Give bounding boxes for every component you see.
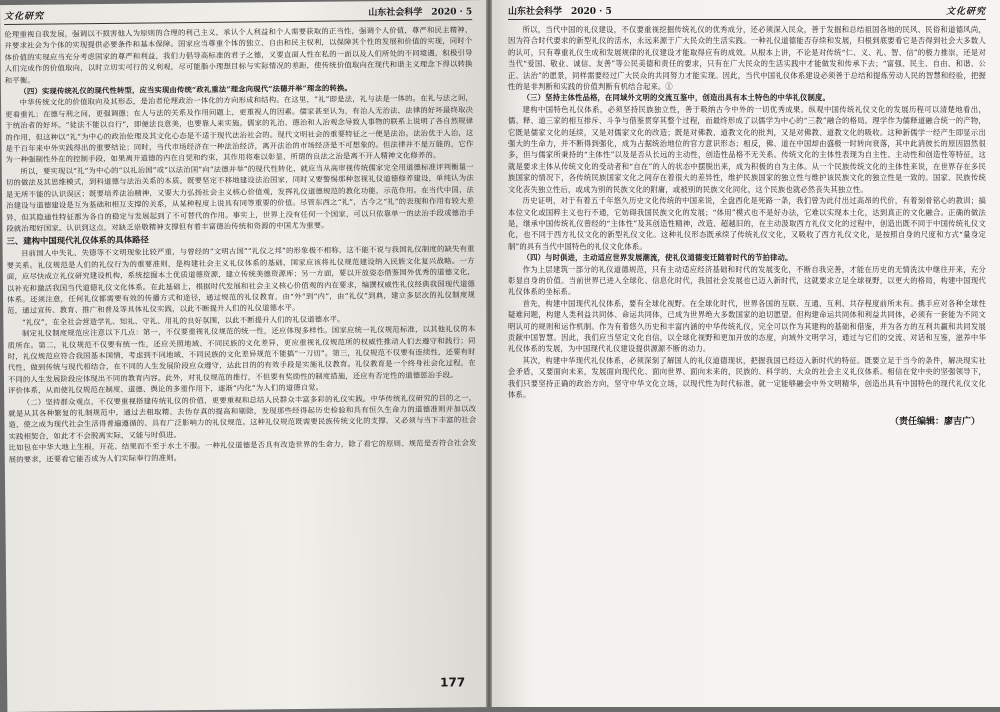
subheading: （四）实现传统礼仪的现代性转型，应当实现由传统“政礼重法”理念向现代“法德并举”理念的转换。 xyxy=(19,83,353,96)
paragraph: 中华传统文化的价值取向及其形态，是治者伦理政治一体化的方向形成和结构。在这里，“礼”即是法，礼与法是一体的。在礼与法之间，更看重礼；在德与刑之间，更强调德；在人与法的关系及作用问题上，更重视人的因素。儒家甚至认为，有治人无治法，法律的好坏最终取决于统治者的好坏。“徒法不能以自行”，即便法良意美，也要靠人来实施。儒家的礼治、德治和人治观念导致人事物的联系上说明了各自然规律的作用，但这种以“礼”为中心的政治伦理及其文化心态是不适于现代法治社会的。现代文明社会的重要特征之一便是法治。法治优于人治，这是千百年来中外实践得出的重要结论；同时，当代市场经济在一种法治经济，离开法治的市场经济是不可想象的。但法律并不是万能的，它作为一种强制性外在的控制手段，如果离开道德的内在自觉和约束，其作用将难以彰显，所谓的良法之治是离不开人精神文化修养的。 xyxy=(5,93,474,165)
paragraph: 伦理重视自我发展，强调以不损害他人为原则的合理的利己主义，承认个人利益和个人需要获取的正当性，强调个人价值，尊严和民主精神，并要求社会为个体的实现提供必要条件和基本保障。国家应当尊重个体的独立、自由和民主权利，以保障其个性的发展和价值的实现，同时个体价值的实现应当充分考虑国家的尊严和利益，我们力倡导高标准的君子之德，又要直面人性在私的一面以及人们所处的不同境遇，积极引导人们完成作的价值取向，以时立切实可行的义利观，尽可能脂小理想目标与实际情况的差距，使传统价值取向在现代和谐主义理念下得以转换和平衡。 xyxy=(4,25,473,85)
paragraph: （二）坚持群众观点，不仅要重视搭建传统礼仪的价值，更要重视和总结人民群众丰富多彩的礼仪实践。中华传统礼仪研究的目的之一，就是从其各种繁复的礼制规范中，通过去粗取精、去伪存真的提高和剔除，发现那些经得起历史检验和具有恒久生命力的道德准则并加以改造，使之成为现代社会生活得普遍遵循的、具有广泛影响力的礼仪规范。这种礼仪规范既需要民族传统文化的支撑，又必须与当下丰富的社会实践相契合，如此才不会脱离实际，又能与时俱进。 xyxy=(8,392,477,441)
paragraph: 所以，当代中国的礼仪建设，不仅要重视挖掘传统礼仪的优秀成分，还必须深入民众，善于发掘和总结祖国各地的民风、民俗和道德风尚，因为符合时代要求的新型礼仪的活水，永远来源于广大民众的生活实践。一种礼仪道德能否存续和发展，归根到底要看它是否得到社会大多数人的认可，只有尊重礼仪生成和发展规律的礼仪建设才能取得应有的成效。从根本上讲，不论是对传统“仁、义、礼、智、信”的极力推崇，还是对当代“爱国、敬业、诚信、友善”等公民美德和责任的要求，只有在广大民众的生活实践中才能做发和传承下去；“富强、民主、自由、和谐、公正、法治”的愿景，同样需要经过广大民众的共同努力才能实现。因此，当代中国礼仪体系建设必须善于总结和提炼劳动人民的智慧和经验，把握性的是非判断和实践的价值判断有机结合起来。① xyxy=(508,25,986,92)
paragraph: 历史证明，对于有着五千年悠久历史文化传统的中国来说，全盘西化是死路一条，我们曾为此付出过高昂的代价，有着刻骨铭心的教训；搞本位文化或国粹主义也行不通，它妨碍我国民族文化的发展；“体用”模式也不是好办法，它难以实现本土化，达到真正的文化融合。正确的做法是，继承中国传统礼仪曾经的“主体性”及其创造性精神，改造、超越旧的，在主动汲取西方礼仪文化的过程中，创造出既不同于中国传统礼仪文化，也不同于西方礼仪文化的新型礼仪文化。这种礼仪形态既承续了传统礼仪文化，又吸收了西方礼仪文化，是按照自身的尺度和方式“量身定制”的具有当代中国特色的礼仪文化体系。 xyxy=(508,196,986,251)
paragraph: 所以，要实现以“礼”为中心的“以礼治国”或“以法治国”向“法德并举”的现代性转化，就应当从高审视传统儒家完全用道德标准评判衡量一切的做法及其思维模式，到科道德与法治关系的本质。既要坚定不移地建设法治国家，同时又要警惕那种忽视礼仪道德修养建设，单纯认为法是无所不能的认识误区；既要培养法治精神，又要大力弘扬社会主义核心价值观，发挥礼仪道德规范的教化功能，示范作用。在当代中国，法治建设与道德建设是互为基础和相互支撑的关系，从某种程度上说具有同等重要的价值。尽管东西之“礼”，古今之“礼”的表现和作用有较大差异，但其隐通性特征都为各自的稳定与发展起到了不可替代的作用。事实上，世界上没有任何一个国家，可以只依靠单一的法治手段或德治手段就治理好国家。认识到这点，对缺乏崇敬精神支撑但有着丰富德治传统和资源的中国尤为重要。 xyxy=(5,162,475,233)
journal-info: 山东社会科学 2020 · 5 xyxy=(508,7,612,17)
paragraph: 目前国人中失礼、失德等不文明现象比较严重，与曾经的“文明古国”“礼仪之邦”的形象极不相称，这不能不说与我国礼仪制度的缺失有重要关系。礼仪规范是人们的礼仪行为的重要准则，是构建社会主义礼仪体系的基础，国家应该将礼仪规范建设纳入民族文化复兴战略。一方面，应尽快成立礼仪研究建设机构，系统挖掘本土优质道德资源，建立传统美德资源库；另一方面，要以开放姿态借鉴国外优秀的道德文化，以补充和激活我国当代道德礼仪文化体系。在此基础上，根据时代发展和社会主义核心价值观的内在要求，编撰权威性礼仪经典我国现代道德体系。还须注意，任何礼仪都需要有效的传播方式和途径，通过规范的礼仪教育，由“外”到“内”，由“礼仪”到典，建立多层次的礼仪制度规范，通过宣传、教育、推广和普及等具体礼仪实践，以此不断提升人们的礼仪道德水平。 xyxy=(6,244,476,316)
subheading: （四）与时俱进，主动适应世界发展潮流，使礼仪道德变迁随着时代的节拍律动。 xyxy=(522,253,793,263)
left-page-header xyxy=(4,4,472,25)
paragraph: 作为上层建筑一部分的礼仪道德规范，只有主动适应经济基础和时代的发展变化，不断自我完善，才能在历史的无情洗汰中继往开来，充分彰显自身的价值。当前世界已进入全球化、信息化时代，我国社会发展也已迈入新时代，这就要求立足全球视野，以更大的格局，构建中国现代礼仪体系的坐标系。 xyxy=(508,264,986,297)
page-number: 177 xyxy=(440,675,466,690)
right-page-header xyxy=(508,4,986,20)
right-page xyxy=(492,0,1000,707)
paragraph: 首先，构建中国现代礼仪体系，要有全球化视野。在全球化时代，世界各国的互联、互通、互利、共存程度前所未有。携手应对各种全球性疑难问题，构建人类利益共同体、命运共同体，已成为世界绝大多数国家的迫切愿望。但构建命运共同体和利益共同体，必须有一套能为不同文明认可的规则和运作机制。作为有着悠久历史和丰富内涵的中华传统礼仪，完全可以作为其建构的基础和借鉴，并为各方的互利共赢和共同发展贡献中国智慧。因此，我们应当坚定文化自信，以全球化视野和更加开放的态度，向域外文明学习，通过与它们的交流、对话和互鉴，滋养中华礼仪体系的发展，为中国现代礼仪建设提供源源不断的动力。 xyxy=(508,298,986,354)
section-heading: 三、建构中国现代礼仪体系的具体路径 xyxy=(6,234,149,247)
paragraph: “礼仪”，在全社会营造学礼、知礼、守礼、用礼的良好氛围，以此不断提升人们的礼仪道德水平。 xyxy=(21,314,345,327)
section-tag: 文化研究 xyxy=(4,11,45,23)
section-tag: 文化研究 xyxy=(945,7,986,17)
paragraph: 评价体系，从而使礼仪规范在制度、道德、舆论的多重作用下，逐渐“内化”为人们的道德自觉。 xyxy=(8,382,324,396)
subheading: （三）坚持主体性品格，在同域外文明的交流互鉴中，创造出具有本土特色的中华礼仪制度。 xyxy=(522,93,830,103)
journal-info: 山东社会科学 2020 · 5 xyxy=(368,7,473,19)
paragraph: 其次，构建中华现代礼仪体系，必须深刻了解国人的礼仪道德现状，把握我国已经迈入新时代的特征。既要立足于当今的条件，解决现实社会矛盾，又要面向未来，发展面向现代化、面向世界、面向未来的，民族的、科学的、大众的社会主义礼仪体系。相信在党中央的坚强领导下，我们只要坚持正确的政治方向，坚守中华文化立场，以现代性为时代标准，就一定能够融会中外文明精华，创造出具有中国特色的现代礼仪文化体系。 xyxy=(508,355,986,399)
paragraph: 比如包在中华大地上生根，开花、结果而不至于水土不服。一种礼仪道德是否具有改造世界的生命力，除了看它的原则、规范是否符合社会发展的要求，还要看它能否成为人们实际奉行的准则。 xyxy=(8,438,477,464)
paragraph: 建构中国特色礼仪体系，必须坚持民族独立性，善于吸纳古今中外的一切优秀成果。纵观中国传统礼仪文化的发展历程可以清楚地看出，儒、释、道三家的相互排斥、斗争与借鉴贯穿其整个过程，而最终形成了以儒学为中心的“三教”融合的格局。理学作为儒释道融合统一的产物，它既是儒家文化的延续，又是对儒家文化的改造；既是对佛教、道教文化的批判，又是对佛教、道教文化的吸收。这种新儒学一经产生即显示出强大的生命力，并不断得到强化，成为占据统治地位的官方意识形态；相反，佛、道在中国却由盛极一时转向衰落，其中此消彼长的原因固然很多，但与儒家所秉持的“主体性”以及是否从长远的主动性，创造性品格不无关系。传统文化的主体性表现为自主性、主动性和创造性等特征，这就是要求主体从传统文化的受动者和“自在”的人的状态中摆脱出来，成为积极的自为主体。从一个民族传统文化的主体性来说，在世界存在多民族国家的情况下，各传统民族国家文化之间存在着很大的差异性，维护民族国家的独立性与维护该民族文化的独立性是一致的。国家、民族传统文化丧失独立性后，或成为别的民族文化的附庸，或被别的民族文化同化，这个民族也就必然丧失其独立性。 xyxy=(508,104,986,194)
paragraph: 制定礼仪制度规范应注意以下几点：第一，不仅要重视礼仪规范的统一性，还应体现多样性。国家应统一礼仪规范标准，以其他礼仪的本质所在。第二，礼仪规范不仅要有统一性，还应关照地域、不同民族的文化差异，更应重视礼仪规范所的权威性推动人们去遵守和践行；同时，礼仪规范应符合我国基本国情，考虑到不同地域、不同民族的文化差异规范不能搞“一刀切”。第三，礼仪规范不仅要有连续性，还要有时代性，做到传统与现代相结合，在不同的人生发展阶段应众遵守，达此目的的有效手段是实施礼仪教育。礼仪教育是一个终身社会化过程，在不同的人生发展阶段应体现出不同的教育内容。此外，对礼仪规范的推行，不但要有奖励性的制度措施，还应有否定性的道德惩治手段。 xyxy=(7,324,476,384)
left-page xyxy=(0,0,493,712)
editor-note: （责任编辑：廖吉广） xyxy=(889,417,980,428)
